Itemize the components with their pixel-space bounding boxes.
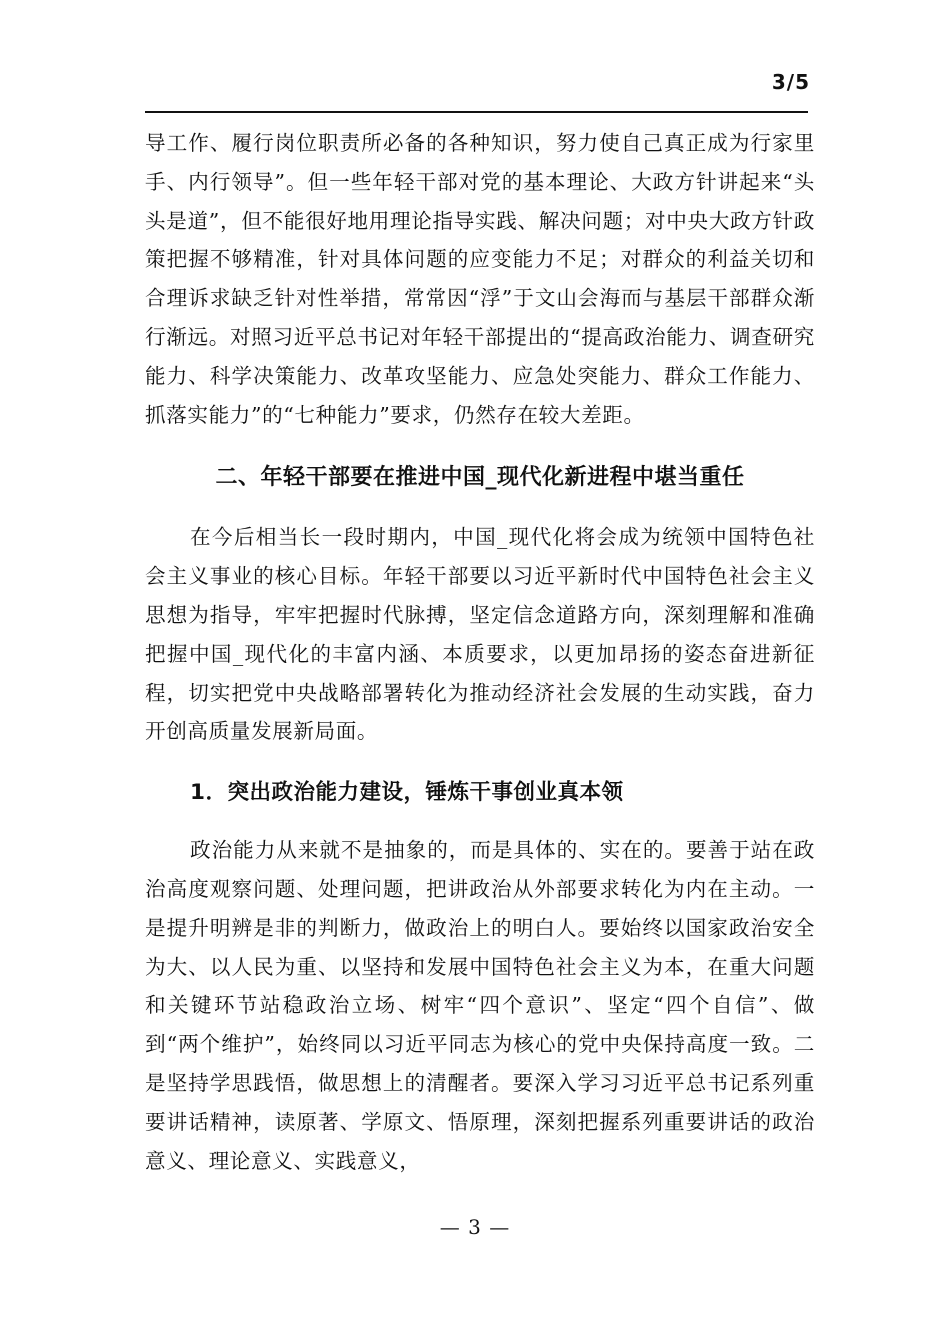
section-paragraph: 在今后相当长一段时期内，中国_现代化将会成为统领中国特色社会主义事业的核心目标。年轻干部要以习近平新时代中国特色社会主义思想为指导，牢牢把握时代脉搏，坚定信念道路方向，深刻理解和准确把握中国_现代化的丰富内涵、本质要求，以更加昂扬的姿态奋进新征程，切实把党中央战略部署转化为推动经济社会发展的生动实践，奋力开创高质量发展新局面。 — [145, 525, 815, 744]
page-number-footer: — 3 — — [439, 1215, 511, 1239]
sub-heading: 1．突出政治能力建设，锤炼干事创业真本领 — [190, 780, 624, 806]
sub-paragraph: 政治能力从来就不是抽象的，而是具体的、实在的。要善于站在政治高度观察问题、处理问题，把讲政治从外部要求转化为内在主动。一是提升明辨是非的判断力，做政治上的明白人。要始终以国家政治安全为大、以人民为重、以坚持和发展中国特色社会主义为本，在重大问题和关键环节站稳政治立场、树牢“四个意识”、坚定“四个自信”、做到“两个维护”，始终同以习近平同志为核心的党中央保持高度一致。二是坚持学思践悟，做思想上的清醒者。要深入学习习近平总书记系列重要讲话精神，读原著、学原文、悟原理，深刻把握系列重要讲话的政治意义、理论意义、实践意义， — [145, 838, 815, 1173]
continuation-paragraph: 导工作、履行岗位职责所必备的各种知识，努力使自己真正成为行家里手、内行领导”。但一些年轻干部对党的基本理论、大政方针讲起来“头头是道”，但不能很好地用理论指导实践、解决问题；对中央大政方针政策把握不够精准，针对具体问题的应变能力不足；对群众的利益关切和合理诉求缺乏针对性举措，常常因“浮”于文山会海而与基层干部群众渐行渐远。对照习近平总书记对年轻干部提出的“提高政治能力、调查研究能力、科学决策能力、改革攻坚能力、应急处突能力、群众工作能力、抓落实能力”的“七种能力”要求，仍然存在较大差距。 — [145, 131, 815, 427]
section-heading: 二、年轻干部要在推进中国_现代化新进程中堪当重任 — [215, 465, 745, 491]
page-counter: 3/5 — [771, 70, 810, 94]
document-body — [145, 124, 815, 1180]
header-divider — [145, 111, 808, 113]
